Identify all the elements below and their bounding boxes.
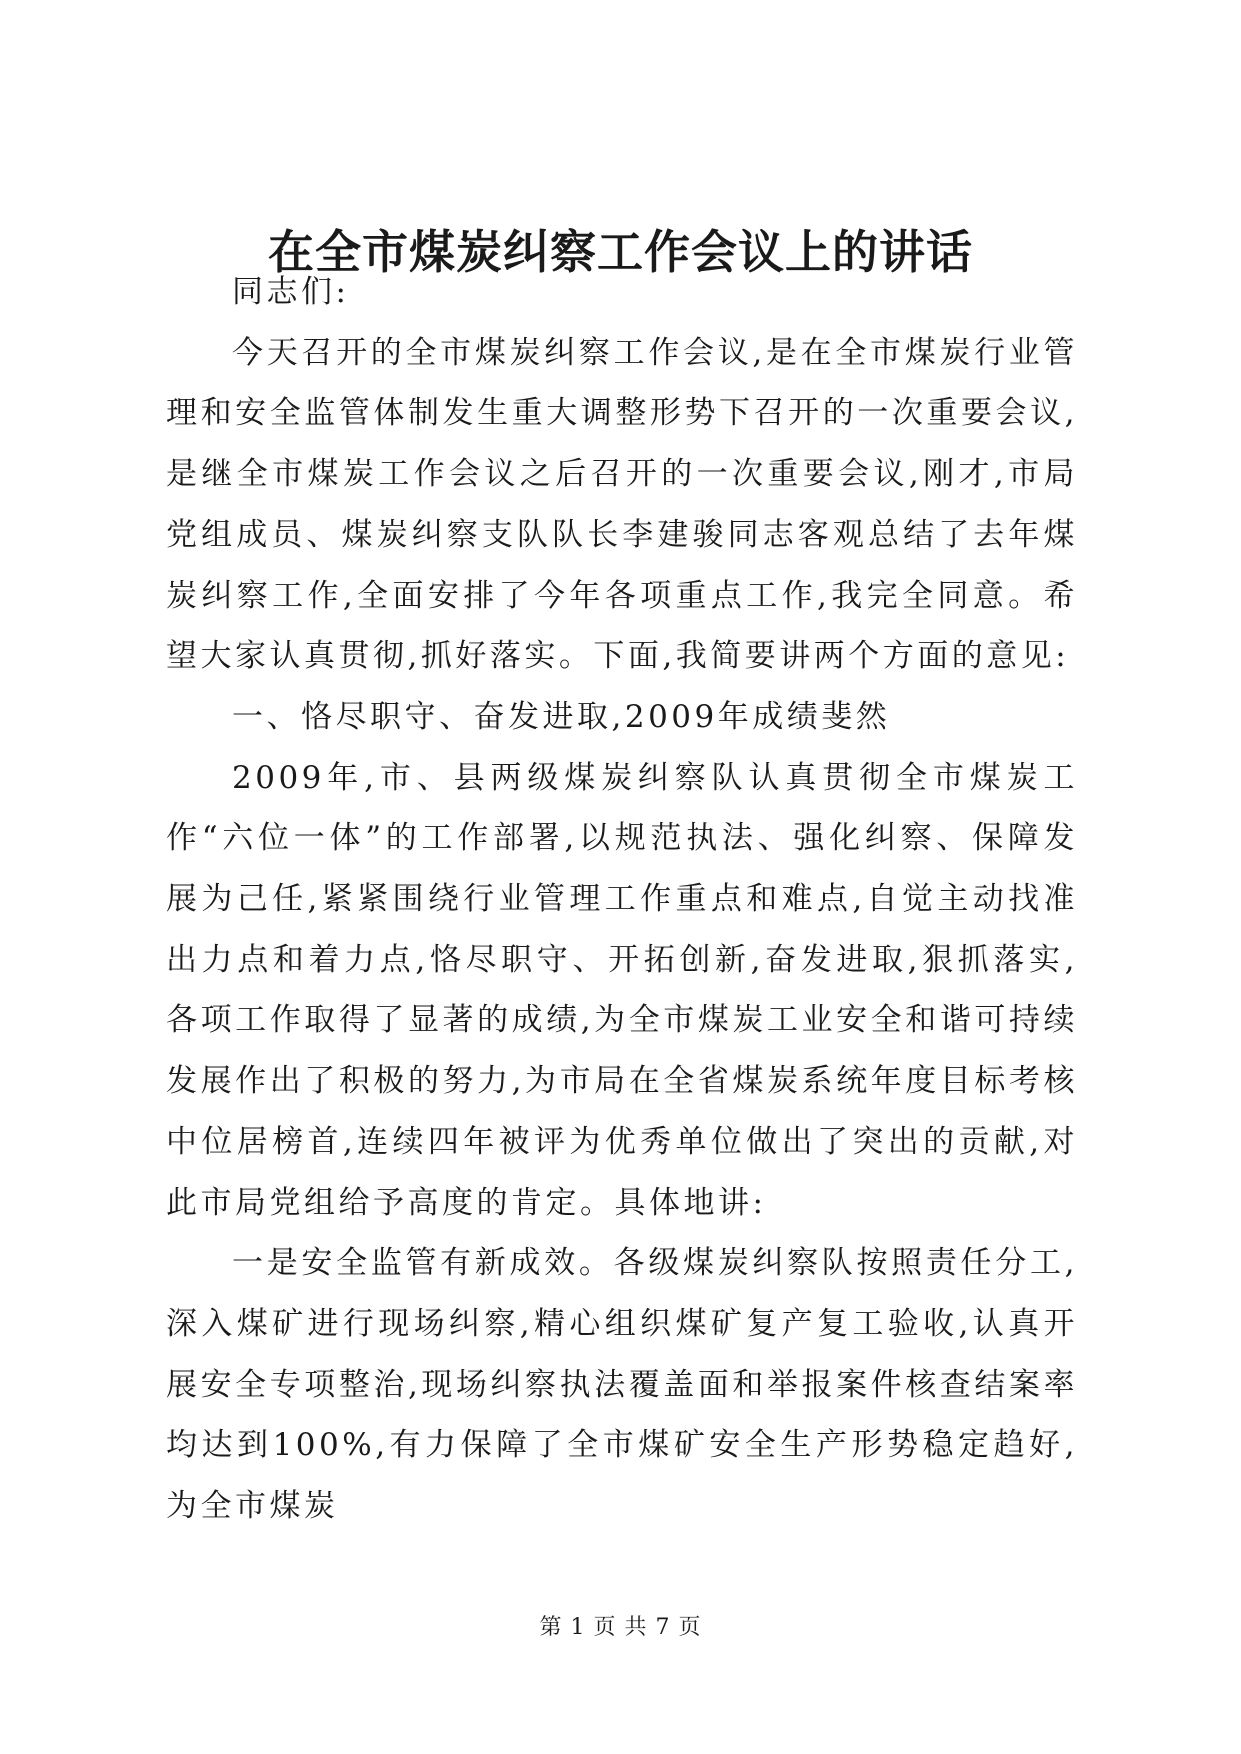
intro-paragraph: 今天召开的全市煤炭纠察工作会议,是在全市煤炭行业管理和安全监管体制发生重大调整形势下召开的一次重要会议,是继全市煤炭工作会议之后召开的一次重要会议,刚才,市局党组成员、煤炭纠察支队队长李建骏同志客观总结了去年煤炭纠察工作,全面安排了今年各项重点工作,我完全同意。希望大家认真贯彻,抓好落实。下面,我简要讲两个方面的意见:	[166, 334, 1078, 675]
section-heading: 一、恪尽职守、奋发进取,2009年成绩斐然	[232, 698, 891, 735]
summary-paragraph: 2009年,市、县两级煤炭纠察队认真贯彻全市煤炭工作“六位一体”的工作部署,以规范执法、强化纠察、保障发展为己任,紧紧围绕行业管理工作重点和难点,自觉主动找准出力点和着力点,恪尽职守、开拓创新,奋发进取,狠抓落实,各项工作取得了显著的成绩,为全市煤炭工业安全和谐可持续发展作出了积极的努力,为市局在全省煤炭系统年度目标考核中位居榜首,连续四年被评为优秀单位做出了突出的贡献,对此市局党组给予高度的肯定。具体地讲:	[166, 759, 1078, 1221]
safety-paragraph: 一是安全监管有新成效。各级煤炭纠察队按照责任分工,深入煤矿进行现场纠察,精心组织煤矿复产复工验收,认真开展安全专项整治,现场纠察执法覆盖面和举报案件核查结案率均达到100%,有力保障了全市煤矿安全生产形势稳定趋好,为全市煤炭	[166, 1245, 1078, 1525]
salutation: 同志们:	[232, 274, 350, 310]
document-title: 在全市煤炭纠察工作会议上的讲话	[268, 225, 973, 279]
page-number-footer: 第 1 页 共 7 页	[539, 1615, 702, 1640]
document-body	[166, 262, 1078, 1537]
